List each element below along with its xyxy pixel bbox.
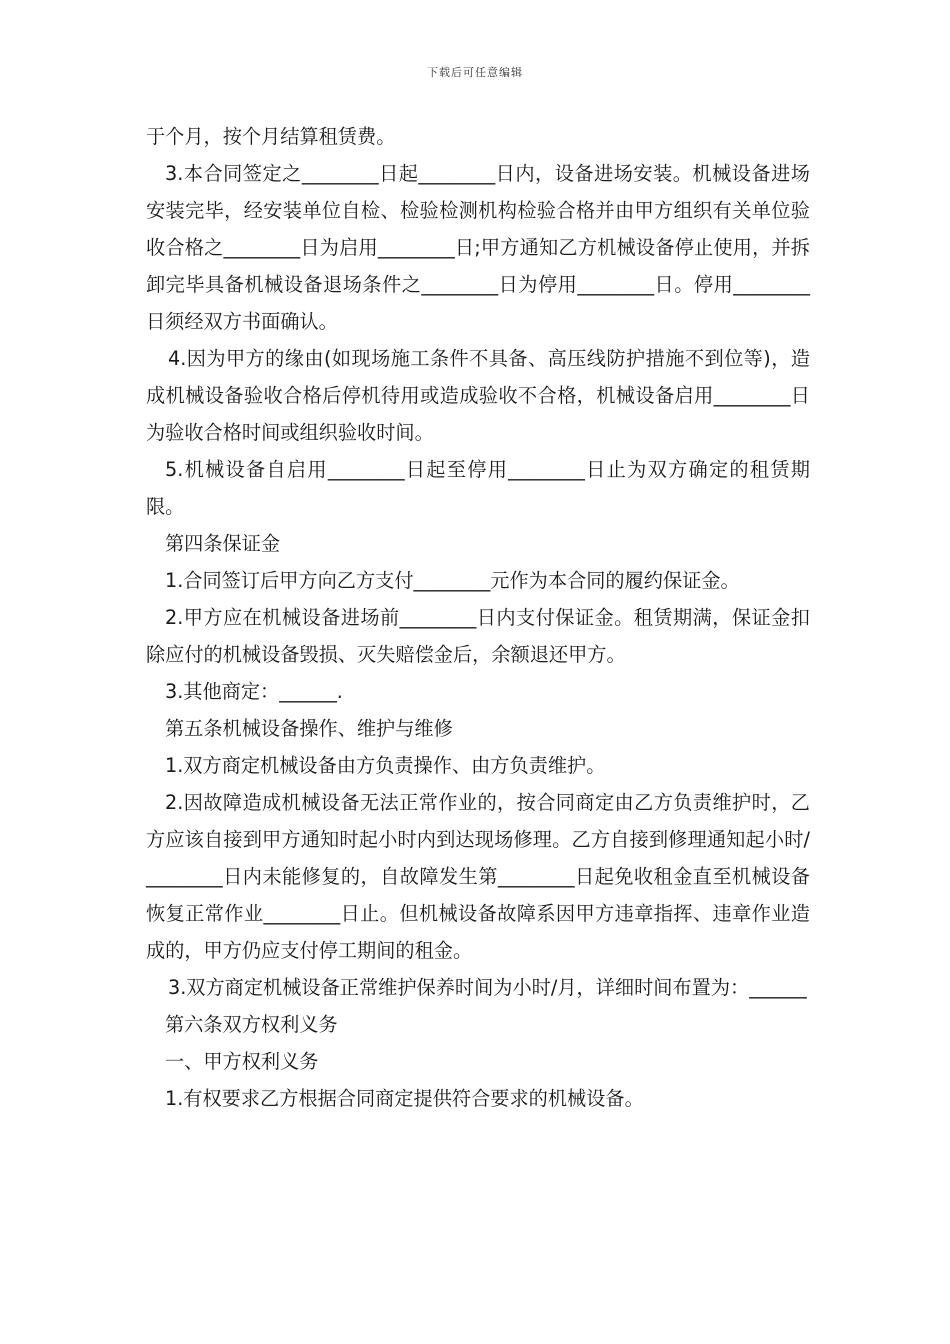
paragraph-deposit-2: 2.甲方应在机械设备进场前________日内支付保证金。租赁期满，保证金扣除应付的机械设备毁损、灭失赔偿金后，余额退还甲方。 xyxy=(146,606,810,666)
page-header-note: 下载后可任意编辑 xyxy=(427,66,523,79)
paragraph-operation-2: 2.因故障造成机械设备无法正常作业的，按合同商定由乙方负责维护时，乙方应该自接到甲方通知时起小时内到达现场修理。乙方自接到修理通知起小时/________日内未能修复的，自故障发生第________日起免收租金直至机械设备恢复正常作业________日止。但机械设备故障系因甲方违章指挥、违章作业造成的，甲方仍应支付停工期间的租金。 xyxy=(146,791,810,962)
paragraph-clause-3-installation: 3.本合同签定之________日起________日内，设备进场安装。机械设备进场安装完毕，经安装单位自检、检验检测机构检验合格并由甲方组织有关单位验收合格之________日为启用________日;甲方通知乙方机械设备停止使用，并拆卸完毕具备机械设备退场条件之________日为停用________日。停用________日须经双方书面确认。 xyxy=(146,162,810,333)
contract-body xyxy=(146,118,810,1117)
section-heading-deposit: 第四条保证金 xyxy=(165,532,281,555)
paragraph-deposit-1: 1.合同签订后甲方向乙方支付________元作为本合同的履约保证金。 xyxy=(165,569,740,592)
subsection-heading-party-a: 一、甲方权利义务 xyxy=(165,1050,319,1073)
paragraph-clause-5-lease-term: 5.机械设备自启用________日起至停用________日止为双方确定的租赁期限。 xyxy=(146,458,810,518)
paragraph-operation-3: 3.双方商定机械设备正常维护保养时间为小时/月，详细时间布置为：______ xyxy=(168,976,807,999)
paragraph-deposit-3: 3.其他商定：______. xyxy=(165,680,343,703)
paragraph-party-a-1: 1.有权要求乙方根据合同商定提供符合要求的机械设备。 xyxy=(165,1087,644,1110)
paragraph-rent-settlement: 于个月，按个月结算租赁费。 xyxy=(146,125,396,148)
paragraph-clause-4-delay: 4.因为甲方的缘由(如现场施工条件不具备、高压线防护措施不到位等)，造成机械设备验收合格后停机待用或造成验收不合格，机械设备启用________日为验收合格时间或组织验收时间。 xyxy=(146,347,810,444)
section-heading-rights-obligations: 第六条双方权利义务 xyxy=(165,1013,338,1036)
section-heading-operation-maintenance: 第五条机械设备操作、维护与维修 xyxy=(165,717,453,740)
paragraph-operation-1: 1.双方商定机械设备由方负责操作、由方负责维护。 xyxy=(165,754,606,777)
